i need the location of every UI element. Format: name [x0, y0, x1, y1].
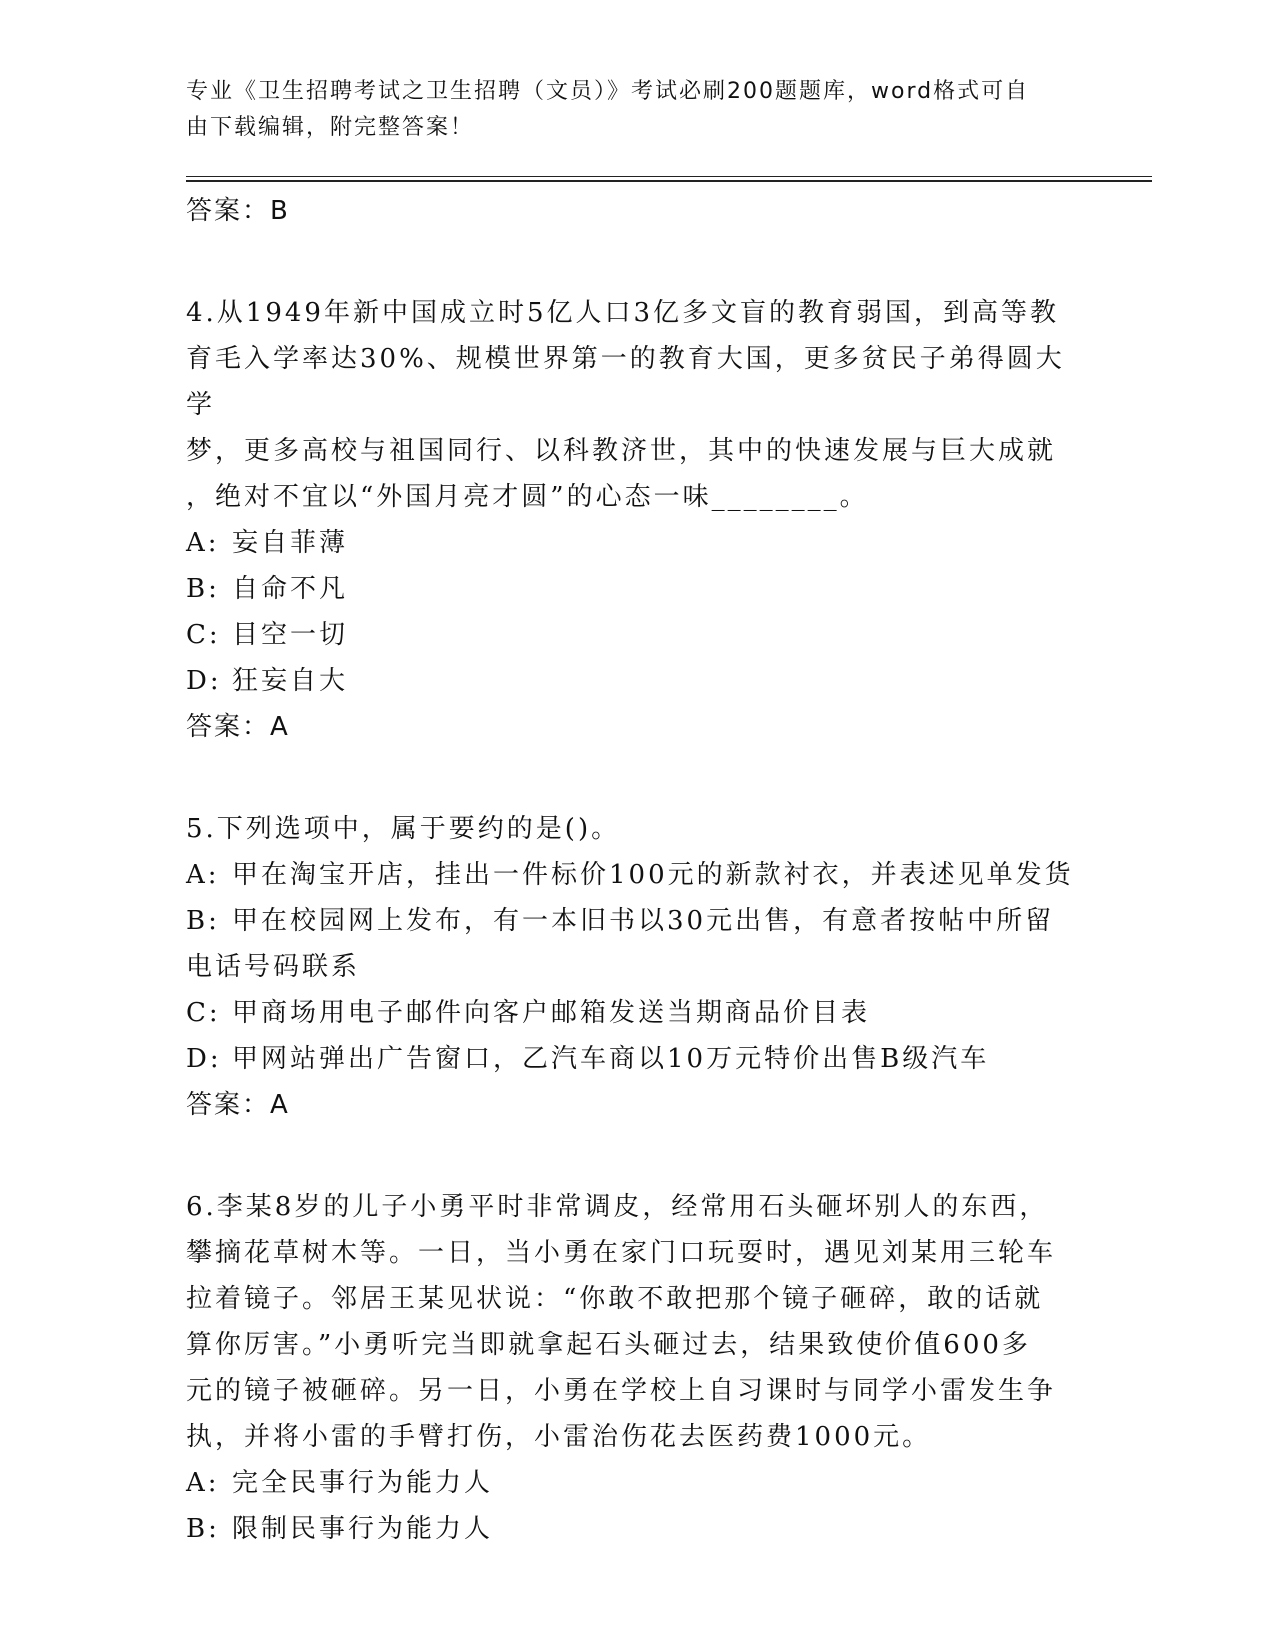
option-text: 自命不凡 [232, 574, 349, 604]
question-5-option-b [186, 898, 1086, 944]
question-4-option-a [186, 520, 1086, 566]
option-key: B: [186, 574, 220, 604]
option-text: 甲在校园网上发布，有一本旧书以30元出售，有意者按帖中所留 [232, 906, 1055, 936]
question-6 [186, 1184, 1086, 1552]
question-5 [186, 806, 1086, 1128]
question-5-option-c [186, 990, 1086, 1036]
question-6-line: 攀摘花草树木等。一日，当小勇在家门口玩耍时，遇见刘某用三轮车 [186, 1238, 1057, 1268]
previous-answer: 答案：B [186, 196, 290, 226]
question-6-line: 算你厉害。”小勇听完当即就拿起石头砸过去，结果致使价值600多 [186, 1330, 1031, 1360]
question-6-line: 执，并将小雷的手臂打伤，小雷治伤花去医药费1000元。 [186, 1422, 932, 1452]
question-6-option-a [186, 1460, 1086, 1506]
question-4 [186, 290, 1086, 750]
option-text: 目空一切 [232, 620, 349, 650]
option-key: A: [186, 860, 220, 890]
document-body [186, 188, 1086, 1552]
option-key: A: [186, 1468, 220, 1498]
option-key: D: [186, 1044, 222, 1074]
question-4-line: 梦，更多高校与祖国同行、以科教济世，其中的快速发展与巨大成就 [186, 436, 1057, 466]
question-5-option-b-continued [186, 944, 1086, 990]
question-4-option-d [186, 658, 1086, 704]
question-5-option-d [186, 1036, 1086, 1082]
option-key: B: [186, 906, 220, 936]
option-text: 甲网站弹出广告窗口，乙汽车商以10万元特价出售B级汽车 [232, 1044, 990, 1074]
option-text: 甲商场用电子邮件向客户邮箱发送当期商品价目表 [232, 998, 871, 1028]
question-4-answer: 答案：A [186, 712, 290, 742]
question-6-option-b [186, 1506, 1086, 1552]
question-4-line: ，绝对不宜以“外国月亮才圆”的心态一味________。 [186, 482, 869, 512]
option-text: 电话号码联系 [186, 952, 361, 982]
question-4-line: 4.从1949年新中国成立时5亿人口3亿多文盲的教育弱国，到高等教 [186, 298, 1060, 328]
header-line-1: 专业《卫生招聘考试之卫生招聘（文员）》考试必刷200题题库，word格式可自 [186, 79, 1030, 104]
option-text: 狂妄自大 [232, 666, 349, 696]
option-text: 妄自菲薄 [232, 528, 349, 558]
page-header [186, 74, 1066, 146]
header-line-2: 由下载编辑，附完整答案！ [186, 115, 475, 140]
question-4-option-b [186, 566, 1086, 612]
question-5-line: 5.下列选项中，属于要约的是()。 [186, 814, 621, 844]
option-key: A: [186, 528, 220, 558]
header-rule-thick [186, 180, 1152, 182]
question-6-line: 元的镜子被砸碎。另一日，小勇在学校上自习课时与同学小雷发生争 [186, 1376, 1057, 1406]
question-6-line: 拉着镜子。邻居王某见状说：“你敢不敢把那个镜子砸碎，敢的话就 [186, 1284, 1044, 1314]
option-text: 甲在淘宝开店，挂出一件标价100元的新款衬衣，并表述见单发货 [232, 860, 1074, 890]
option-key: B: [186, 1514, 220, 1544]
question-5-option-a [186, 852, 1086, 898]
option-key: C: [186, 620, 221, 650]
option-key: C: [186, 998, 221, 1028]
question-6-line: 6.李某8岁的儿子小勇平时非常调皮，经常用石头砸坏别人的东西， [186, 1192, 1049, 1222]
option-key: D: [186, 666, 222, 696]
question-4-line: 育毛入学率达30%、规模世界第一的教育大国，更多贫民子弟得圆大学 [186, 344, 1065, 420]
option-text: 限制民事行为能力人 [232, 1514, 494, 1544]
question-5-answer: 答案：A [186, 1090, 290, 1120]
header-rule-thin [186, 176, 1152, 177]
question-4-option-c [186, 612, 1086, 658]
option-text: 完全民事行为能力人 [232, 1468, 494, 1498]
